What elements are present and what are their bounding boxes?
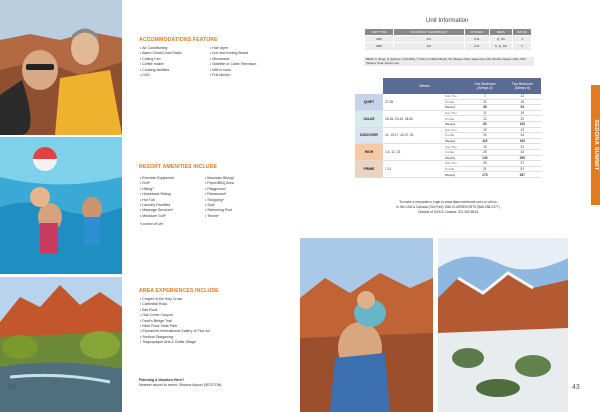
rate-body bbox=[355, 94, 541, 177]
col-kitchen: KITCHEN bbox=[464, 29, 489, 36]
two-bedroom-points: 16 bbox=[504, 99, 541, 105]
day-type: Sun-Thu bbox=[444, 144, 466, 150]
list-item: • Full kitchen bbox=[210, 73, 290, 78]
two-bedroom-points: 51 bbox=[504, 166, 541, 172]
table-cell: 4/2 bbox=[393, 36, 464, 43]
offsite-note: *Located off-site bbox=[140, 222, 164, 226]
one-bedroom-points: 11 bbox=[466, 99, 504, 105]
contact-line: To make a reservation, login to www.diamondresorts.com or call us bbox=[399, 200, 497, 204]
one-bedroom-points: 19 bbox=[466, 144, 504, 150]
planning-title: Planning a Vacation Here? bbox=[139, 378, 185, 382]
list-item: • Playground bbox=[205, 187, 285, 192]
season-weeks: 2-6, 12, 23 bbox=[383, 144, 444, 161]
two-bedroom-points: 190 bbox=[504, 138, 541, 144]
table-cell: 2 bbox=[513, 43, 532, 50]
season-label: QUIET bbox=[355, 94, 383, 110]
season-weeks: 18-26, 29-43, 48-50 bbox=[383, 110, 444, 127]
season-weeks: 7-11 bbox=[383, 161, 444, 178]
list-item: • Bell Rock bbox=[140, 308, 290, 313]
list-item: • Cooking facilities bbox=[140, 68, 206, 73]
one-bedroom-points: 15 bbox=[466, 127, 504, 133]
list-item: • Coffee maker bbox=[140, 62, 206, 67]
list-item: • Microwave bbox=[210, 57, 290, 62]
one-bedroom-points: 140 bbox=[466, 155, 504, 161]
one-bedroom-points: 25 bbox=[466, 161, 504, 167]
list-item: • Ceiling Fan bbox=[140, 57, 206, 62]
page-number-right: 43 bbox=[572, 384, 580, 391]
table-cell: 1 bbox=[513, 36, 532, 43]
list-item: • Horseback Riding bbox=[140, 192, 206, 197]
one-bedroom-points: 115 bbox=[466, 138, 504, 144]
one-bedroom-label: One Bedroom bbox=[474, 82, 496, 86]
list-item: • Laundry Facilities bbox=[140, 203, 206, 208]
day-type: Sun-Thu bbox=[444, 110, 466, 116]
accommodations-list-col1 bbox=[140, 46, 206, 78]
day-type: Fri-Sat bbox=[444, 133, 466, 139]
list-item: • Restaurant* bbox=[205, 192, 285, 197]
col-unit-type: UNIT TYPE bbox=[365, 29, 394, 36]
day-type: Weekly bbox=[444, 172, 466, 178]
two-bedroom-header bbox=[504, 78, 541, 94]
list-item: • Slide Rock State Park bbox=[140, 324, 290, 329]
col-beds: BEDS bbox=[489, 29, 513, 36]
couple-selfie-photo bbox=[0, 0, 122, 135]
day-type: Sun-Thu bbox=[444, 127, 466, 133]
season-weeks: 27-35 bbox=[383, 94, 444, 110]
day-type: Fri-Sat bbox=[444, 166, 466, 172]
day-type: Sun-Thu bbox=[444, 94, 466, 99]
pool-family-photo bbox=[0, 137, 122, 274]
one-bedroom-points: 31 bbox=[466, 166, 504, 172]
area-experiences-heading: AREA EXPERIENCES INCLUDE bbox=[139, 288, 219, 294]
season-label: HIGH bbox=[355, 144, 383, 161]
list-item: • Miniature Golf* bbox=[140, 214, 206, 219]
season-weeks: 14, 15-17, 42-47, 51 bbox=[383, 127, 444, 144]
day-type: Fri-Sat bbox=[444, 116, 466, 122]
table-cell: Full bbox=[464, 36, 489, 43]
accommodations-list-col2 bbox=[210, 46, 290, 78]
accommodations-heading: ACCOMMODATIONS FEATURE bbox=[139, 37, 218, 43]
one-bedroom-points: 58 bbox=[466, 105, 504, 111]
one-bedroom-points: 25 bbox=[466, 149, 504, 155]
list-item: • Chapel of the Holy Cross bbox=[140, 297, 290, 302]
two-bedroom-points: 34 bbox=[504, 133, 541, 139]
two-bedroom-points: 140 bbox=[504, 121, 541, 127]
two-bedroom-points: 31 bbox=[504, 144, 541, 150]
list-item: • Exercise Equipment bbox=[140, 176, 206, 181]
unit-info-table bbox=[364, 28, 532, 51]
list-item: • Alarm Clock/Clock Radio bbox=[140, 51, 206, 56]
table-header-row bbox=[365, 29, 532, 36]
col-baths: BATHS bbox=[513, 29, 532, 36]
blank-header bbox=[355, 78, 383, 94]
table-cell: Full bbox=[464, 43, 489, 50]
list-item: • Hair dryer bbox=[210, 46, 290, 51]
unit-info-title: Unit Information bbox=[426, 18, 469, 24]
table-row bbox=[365, 43, 532, 50]
two-bedroom-points: 22 bbox=[504, 116, 541, 122]
snowy-red-rocks-photo bbox=[438, 238, 568, 412]
season-label: DISCOVER bbox=[355, 127, 383, 144]
col-occupancy: OCCUPANCY MAX/PRIVACY bbox=[393, 29, 464, 36]
two-bedroom-points: 23 bbox=[504, 127, 541, 133]
day-type: Sun-Thu bbox=[444, 161, 466, 167]
page-number-left: 42 bbox=[8, 384, 16, 391]
list-item: • Iron and Ironing Board bbox=[210, 51, 290, 56]
contact-line: Outside of USA & Canada: 321.250.6518 bbox=[417, 210, 479, 214]
list-item: • Tennis* bbox=[205, 214, 285, 219]
two-bedroom-points: 94 bbox=[504, 105, 541, 111]
list-item: • Swimming Pool bbox=[205, 208, 285, 213]
one-bedroom-points: 12 bbox=[466, 116, 504, 122]
one-bedroom-points: 11 bbox=[466, 110, 504, 116]
list-item: • Picnic/BBQ Area bbox=[205, 181, 285, 186]
list-item: • Shopping* bbox=[205, 198, 285, 203]
day-type: Weekly bbox=[444, 138, 466, 144]
two-bedroom-points: 287 bbox=[504, 172, 541, 178]
sedona-summit-side-tab bbox=[591, 85, 600, 205]
table-cell: 2BR bbox=[365, 43, 394, 50]
resort-amenities-heading: RESORT AMENITIES INCLUDE bbox=[139, 164, 218, 170]
day-type: Weekly bbox=[444, 121, 466, 127]
area-experiences-list bbox=[140, 297, 290, 346]
table-cell: K, Q, SS bbox=[489, 43, 513, 50]
one-bedroom-sleeps: (Sleeps 4) bbox=[477, 86, 493, 90]
resort-amenities-col2 bbox=[205, 176, 285, 219]
list-item: • Devil's Bridge Trail bbox=[140, 319, 290, 324]
table-row bbox=[365, 36, 532, 43]
season-label: VALUE bbox=[355, 110, 383, 127]
two-bedroom-points: 42 bbox=[504, 149, 541, 155]
two-bedroom-points: 12 bbox=[504, 94, 541, 99]
list-item: • Wifi in room bbox=[210, 68, 290, 73]
list-item: • Exposures International Gallery of Fine Art bbox=[140, 329, 290, 334]
list-item: • Mountain Biking* bbox=[205, 176, 285, 181]
list-item: • Air Conditioning bbox=[140, 46, 206, 51]
list-item: • Golf* bbox=[140, 181, 206, 186]
list-item: • DVD bbox=[140, 73, 206, 78]
table-cell: Q, SS bbox=[489, 36, 513, 43]
list-item: • Oak Creek Canyon bbox=[140, 313, 290, 318]
table-cell: 1BR bbox=[365, 36, 394, 43]
red-rock-creek-photo bbox=[0, 277, 122, 412]
list-item: • Spa* bbox=[205, 203, 285, 208]
weeks-header: Weeks bbox=[383, 78, 466, 94]
season-label: PRIME bbox=[355, 161, 383, 178]
planning-text: Nearest airport to resort: Sedona Airport (SEZ/TDN) bbox=[139, 383, 222, 387]
one-bedroom-header bbox=[466, 78, 504, 94]
side-tab-label: SEDONA SUMMIT bbox=[593, 119, 599, 171]
points-rate-table bbox=[355, 78, 541, 178]
contact-line: In the USA & Canada (Toll-Free): 866.CLUBRESORTS (866.258.2377) bbox=[396, 205, 500, 209]
bed-key-note: BEDS: K (King), Q (Queen), D (Double), T (Twin), M (Bunk Beds), SS (Sleeper Sofa: sleeps two), DS (Double sleeper sofa), SSS (Sleeper Sofa: sleeps one) bbox=[364, 57, 534, 66]
list-item: • Satellite or Cable Television bbox=[210, 62, 290, 67]
table-cell: 6/4 bbox=[393, 43, 464, 50]
resort-amenities-col1 bbox=[140, 176, 206, 219]
day-type: Fri-Sat bbox=[444, 99, 466, 105]
planning-block bbox=[139, 378, 289, 388]
list-item: • Hiking* bbox=[140, 187, 206, 192]
day-type: Fri-Sat bbox=[444, 149, 466, 155]
one-bedroom-points: 175 bbox=[466, 172, 504, 178]
one-bedroom-points: 7 bbox=[466, 94, 504, 99]
reservation-contact bbox=[355, 200, 541, 215]
one-bedroom-points: 80 bbox=[466, 121, 504, 127]
rate-header-row bbox=[355, 78, 541, 94]
two-bedroom-points: 259 bbox=[504, 155, 541, 161]
two-bedroom-label: Two Bedroom bbox=[511, 82, 533, 86]
list-item: • Hot Tub bbox=[140, 198, 206, 203]
list-item: • Massage Services* bbox=[140, 208, 206, 213]
two-bedroom-points: 19 bbox=[504, 110, 541, 116]
list-item: • Sedona Stargazing bbox=[140, 335, 290, 340]
day-type: Weekly bbox=[444, 105, 466, 111]
list-item: • Tlaquepaque Arts & Crafts Village bbox=[140, 340, 290, 345]
hiker-child-photo bbox=[300, 238, 433, 412]
one-bedroom-points: 20 bbox=[466, 133, 504, 139]
two-bedroom-sleeps: (Sleeps 6) bbox=[514, 86, 531, 90]
list-item: • Cathedral Rock bbox=[140, 302, 290, 307]
two-bedroom-points: 37 bbox=[504, 161, 541, 167]
day-type: Weekly bbox=[444, 155, 466, 161]
